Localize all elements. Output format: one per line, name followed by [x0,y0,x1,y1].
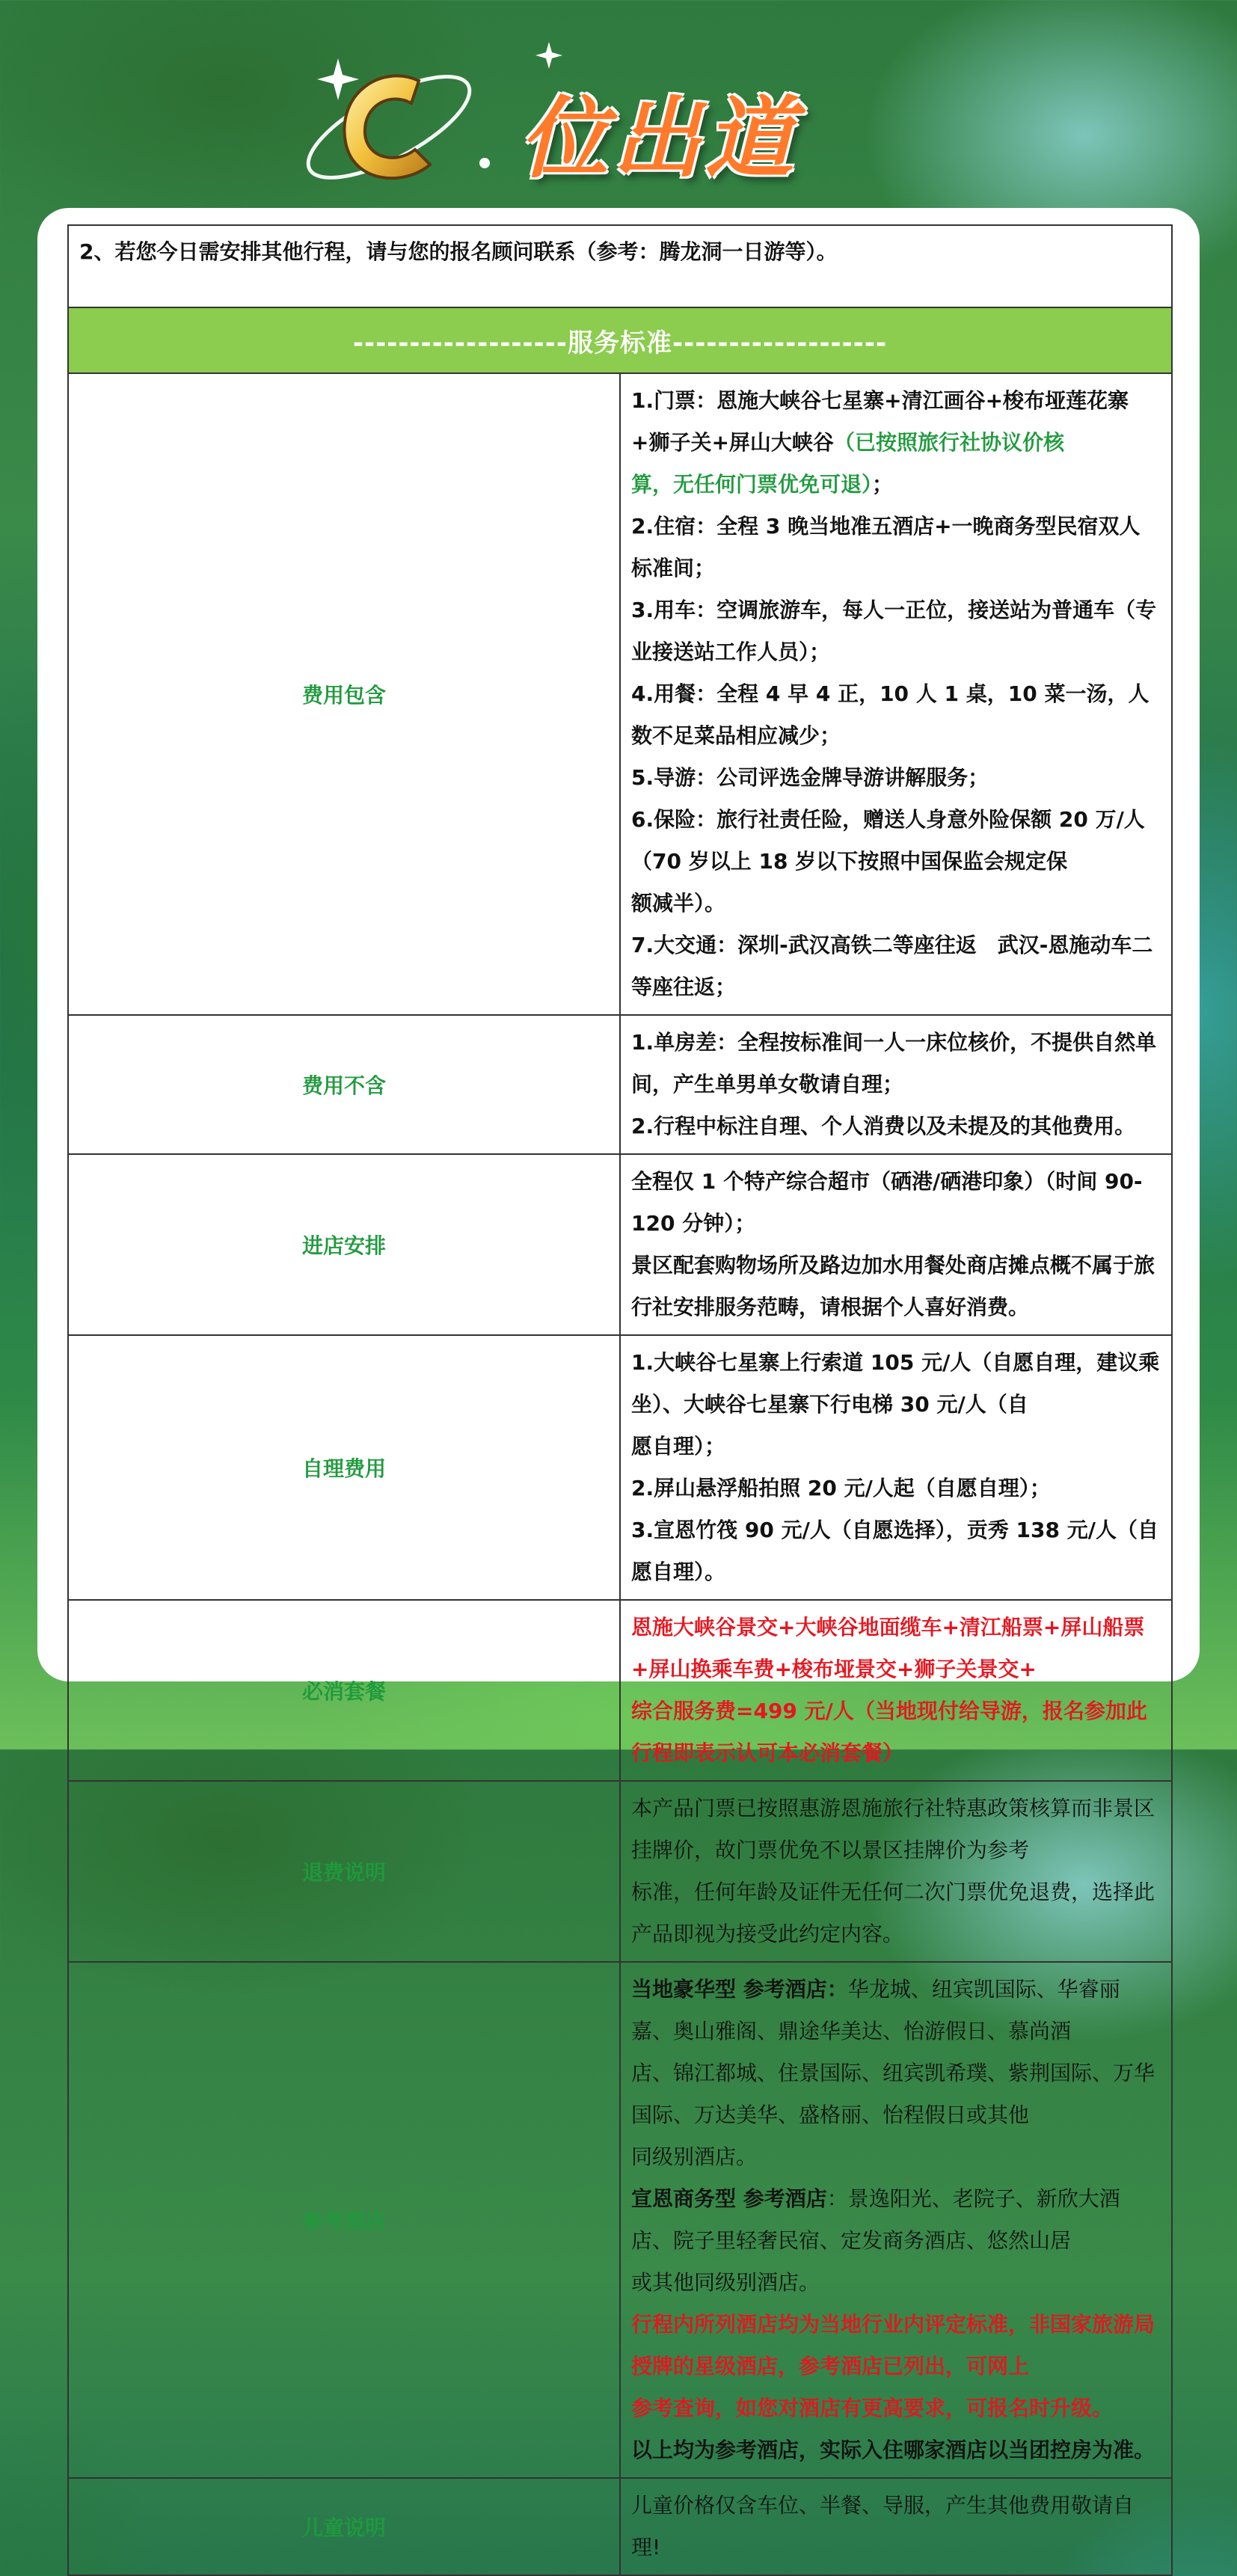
fee-included-line: 2.住宿：全程 3 晚当地准五酒店+一晚商务型民宿双人标准间； [631,514,1141,580]
fee-excluded-line: 2.行程中标注自理、个人消费以及未提及的其他费用。 [631,1114,1136,1138]
hotels-label: 参考酒店 [68,1962,620,2478]
self-pay-line: 愿自理）； [631,1434,726,1459]
fee-excluded-line: 1.单房差：全程按标准间一人一床位核价，不提供自然单间，产生单男单女敬请自理； [631,1030,1157,1097]
hotel-line [631,2178,1161,2262]
refund-line: 标准，任何年龄及证件无任何二次门票优免退费，选择此产品即视为接受此约定内容。 [631,1880,1155,1946]
hotel-tier-title: 当地豪华型 参考酒店 [631,1977,827,2002]
text-segment: ： [826,1977,848,2002]
fee-excluded-body [620,1015,1172,1154]
service-table [67,224,1173,2576]
shopping-line: 景区配套购物场所及路边加水用餐处商店摊点概不属于旅行社安排服务范畴，请根据个人喜好消费。 [631,1253,1155,1319]
refund-label: 退费说明 [68,1781,620,1962]
brand-logo [292,22,860,209]
note-cell [68,225,1172,307]
shopping-body [620,1154,1172,1335]
refund-line: 本产品门票已按照惠游恩施旅行社特惠政策核算而非景区挂牌价，故门票优免不以景区挂牌价为参考 [631,1796,1155,1862]
logo-title: 位出道 [520,86,799,190]
hotel-line: 店、锦江都城、住景国际、纽宾凯希璞、紫荆国际、万华国际、万达美华、盛格丽、怡程假日或其他 [631,2061,1155,2127]
fee-excluded-row [68,1015,1172,1154]
hotel-tier-title: 宣恩商务型 参考酒店 [631,2186,827,2211]
shopping-label: 进店安排 [68,1154,620,1335]
text-segment: ： [826,2186,848,2211]
self-pay-body [620,1335,1172,1600]
note-row [68,225,1172,307]
fee-included-line [631,464,1161,506]
package-body [620,1600,1172,1781]
text-segment: 1.门票：恩施大峡谷七星寨+清江画谷+梭布垭莲花寨+狮子关+屏山大峡谷 [631,388,1129,455]
package-row [68,1600,1172,1781]
fee-excluded-label: 费用不含 [68,1015,620,1154]
text-segment-green: 算，无任何门票优免可退） [631,472,873,497]
fee-included-line: 7.大交通：深圳-武汉高铁二等座往返 武汉-恩施动车二等座往返； [631,933,1153,999]
children-label: 儿童说明 [68,2478,620,2575]
text-segment-green: （已按照旅行社协议价核 [833,430,1064,455]
package-line: 恩施大峡谷景交+大峡谷地面缆车+清江船票+屏山船票+屏山换乘车费+梭布垭景交+狮子关景交+ [631,1615,1145,1681]
fee-included-row [68,373,1172,1015]
children-body [620,2478,1172,2575]
fee-included-line: 6.保险：旅行社责任险，赠送人身意外险保额 20 万/人（70 岁以上 18 岁以下按照中国保监会规定保 [631,807,1145,874]
fee-included-line: 5.导游：公司评选金牌导游讲解服务； [631,765,989,790]
hotel-line: 或其他同级别酒店。 [631,2270,820,2295]
self-pay-line: 3.宣恩竹筏 90 元/人（自愿选择），贡秀 138 元/人（自愿自理）。 [631,1518,1158,1584]
self-pay-line: 1.大峡谷七星寨上行索道 105 元/人（自愿自理，建议乘坐）、大峡谷七星寨下行电梯 30 元/人（自 [631,1350,1160,1417]
hotel-warning-line: 参考查询，如您对酒店有更高要求，可报名时升级。 [631,2396,1114,2420]
text-segment: 景逸阳光、老院子、新欣大酒店、院子里轻奢民宿、定发商务酒店、悠然山居 [631,2186,1120,2253]
children-row [68,2478,1172,2575]
hotel-line: 同级别酒店。 [631,2144,758,2169]
package-line: 综合服务费=499 元/人（当地现付给导游，报名参加此行程即表示认可本必消套餐） [631,1699,1147,1765]
text-segment: 华龙城、纽宾凯国际、华睿丽嘉、奥山雅阁、鼎途华美达、怡游假日、慕尚酒 [631,1977,1120,2043]
hotel-final-line: 以上均为参考酒店，实际入住哪家酒店以当团控房为准。 [631,2438,1155,2462]
note-text: 2、若您今日需安排其他行程，请与您的报名顾问联系（参考：腾龙洞一日游等）。 [79,239,838,264]
hotel-line [631,1969,1161,2052]
text-segment: ； [872,472,894,497]
self-pay-row [68,1335,1172,1600]
hotels-body [620,1962,1172,2478]
refund-row [68,1781,1172,1962]
fee-included-line: 3.用车：空调旅游车，每人一正位，接送站为普通车（专业接送站工作人员）； [631,598,1157,664]
fee-included-line: 额减半）。 [631,891,726,916]
fee-included-line [631,380,1161,464]
refund-body [620,1781,1172,1962]
service-standard-band: -------------------服务标准------------------- [68,307,1172,373]
children-line: 儿童价格仅含车位、半餐、导服，产生其他费用敬请自理! [631,2493,1135,2560]
shopping-line: 全程仅 1 个特产综合超市（硒港/硒港印象）（时间 90-120 分钟）； [631,1169,1143,1236]
shopping-row [68,1154,1172,1335]
package-label: 必消套餐 [68,1600,620,1781]
band-row [68,307,1172,373]
fee-included-line: 4.用餐：全程 4 早 4 正，10 人 1 桌，10 菜一汤，人数不足菜品相应减少； [631,681,1149,748]
hotels-row [68,1962,1172,2478]
self-pay-line: 2.屏山悬浮船拍照 20 元/人起（自愿自理）； [631,1476,1051,1500]
hotel-warning-line: 行程内所列酒店均为当地行业内评定标准，非国家旅游局授牌的星级酒店，参考酒店已列出，可网上 [631,2312,1155,2379]
fee-included-label: 费用包含 [68,373,620,1015]
fee-included-body [620,373,1172,1015]
itinerary-card [37,208,1200,2560]
self-pay-label: 自理费用 [68,1335,620,1600]
